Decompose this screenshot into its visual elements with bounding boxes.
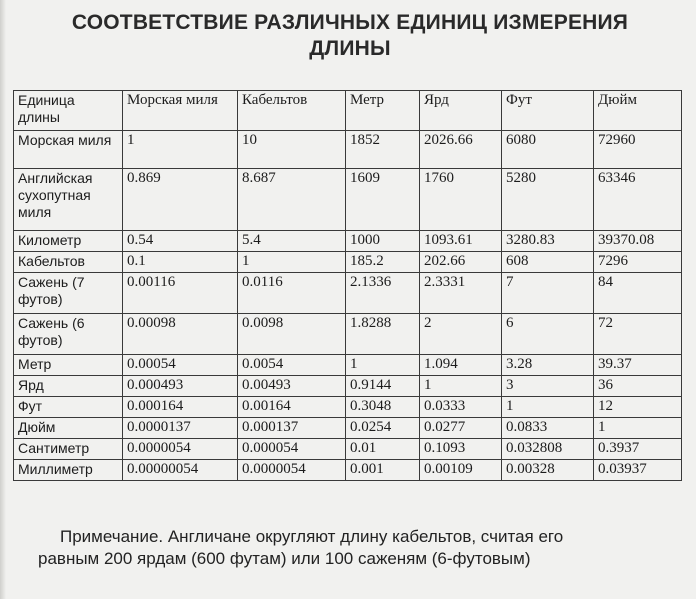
table-cell: 0.0098 [238,314,346,355]
table-cell: 0.00000054 [123,460,238,481]
row-unit-name: Дюйм [14,418,123,439]
table-cell: 1609 [346,169,420,231]
table-cell: 6 [502,314,594,355]
table-cell: 0.0054 [238,355,346,376]
table-cell: 1 [502,397,594,418]
column-header: Дюйм [594,91,682,131]
scan-edge-shadow [0,0,6,599]
table-cell: 1760 [420,169,502,231]
row-unit-name: Фут [14,397,123,418]
table-cell: 0.869 [123,169,238,231]
row-unit-name: Миллиметр [14,460,123,481]
table-cell: 0.01 [346,439,420,460]
table-cell: 202.66 [420,252,502,273]
table-cell: 2.1336 [346,273,420,314]
table-cell: 1000 [346,231,420,252]
table-cell: 0.000137 [238,418,346,439]
table-cell: 72960 [594,131,682,169]
table-cell: 1 [594,418,682,439]
table-cell: 36 [594,376,682,397]
table-cell: 5280 [502,169,594,231]
table-cell: 3.28 [502,355,594,376]
table-cell: 1.8288 [346,314,420,355]
row-unit-name: Ярд [14,376,123,397]
table-cell: 0.0833 [502,418,594,439]
row-unit-name: Километр [14,231,123,252]
column-header: Фут [502,91,594,131]
table-cell: 0.0000054 [123,439,238,460]
table-cell: 0.1 [123,252,238,273]
table-cell: 0.54 [123,231,238,252]
page-title-line-2: ДЛИНЫ [309,37,391,60]
table-cell: 0.1093 [420,439,502,460]
table-cell: 0.03937 [594,460,682,481]
table-cell: 0.0333 [420,397,502,418]
table-cell: 0.0277 [420,418,502,439]
row-unit-name: Сантиметр [14,439,123,460]
table-cell: 7296 [594,252,682,273]
row-unit-name: Кабельтов [14,252,123,273]
table-cell: 0.00054 [123,355,238,376]
table-cell: 0.00109 [420,460,502,481]
table-cell: 0.00164 [238,397,346,418]
table-body [14,131,682,481]
table-cell: 3280.83 [502,231,594,252]
column-header: Кабельтов [238,91,346,131]
table-cell: 0.000054 [238,439,346,460]
table-cell: 72 [594,314,682,355]
table-cell: 1 [123,131,238,169]
table-row [14,418,682,439]
table-row [14,460,682,481]
table-cell: 0.000493 [123,376,238,397]
table-row [14,314,682,355]
table-row [14,131,682,169]
row-unit-name: Метр [14,355,123,376]
table-cell: 0.0116 [238,273,346,314]
table-cell: 12 [594,397,682,418]
table-cell: 2026.66 [420,131,502,169]
table-cell: 0.032808 [502,439,594,460]
column-header: Ярд [420,91,502,131]
row-unit-name: Сажень (6 футов) [14,314,123,355]
table-cell: 1093.61 [420,231,502,252]
table-cell: 8.687 [238,169,346,231]
table-cell: 0.0000137 [123,418,238,439]
table-cell: 39370.08 [594,231,682,252]
table-cell: 1 [346,355,420,376]
table-cell: 2.3331 [420,273,502,314]
table-cell: 1 [420,376,502,397]
footnote [38,526,678,570]
table-cell: 63346 [594,169,682,231]
column-header: Метр [346,91,420,131]
row-unit-name: Морская миля [14,131,123,169]
table-cell: 0.9144 [346,376,420,397]
row-unit-name: Сажень (7 футов) [14,273,123,314]
table-cell: 0.000164 [123,397,238,418]
table-cell: 10 [238,131,346,169]
table-cell: 608 [502,252,594,273]
table-cell: 0.00098 [123,314,238,355]
table-cell: 0.00493 [238,376,346,397]
table-cell: 39.37 [594,355,682,376]
table-cell: 0.0254 [346,418,420,439]
footnote-line-1: Примечание. Англичане округляют длину кабельтов, считая его [60,527,564,546]
table-cell: 0.0000054 [238,460,346,481]
table-cell: 0.00116 [123,273,238,314]
table-row [14,439,682,460]
table-cell: 2 [420,314,502,355]
column-header: Морская миля [123,91,238,131]
page-title [30,10,670,62]
table-cell: 6080 [502,131,594,169]
table-row [14,273,682,314]
table-cell: 7 [502,273,594,314]
table-cell: 0.001 [346,460,420,481]
table-row [14,355,682,376]
table-cell: 84 [594,273,682,314]
column-header: Единица длины [14,91,123,131]
table-cell: 5.4 [238,231,346,252]
table-row [14,231,682,252]
table-cell: 0.3048 [346,397,420,418]
table-cell: 1.094 [420,355,502,376]
table-row [14,252,682,273]
table-cell: 3 [502,376,594,397]
table-cell: 0.00328 [502,460,594,481]
unit-conversion-table [13,90,682,481]
table-cell: 0.3937 [594,439,682,460]
table-row [14,169,682,231]
page-title-line-1: СООТВЕТСТВИЕ РАЗЛИЧНЫХ ЕДИНИЦ ИЗМЕРЕНИЯ [71,11,629,34]
table-header-row [14,91,682,131]
table-row [14,397,682,418]
table-cell: 185.2 [346,252,420,273]
row-unit-name: Английская сухопутная миля [14,169,123,231]
table-cell: 1852 [346,131,420,169]
footnote-line-2: равным 200 ярдам (600 футам) или 100 саженям (6-футовым) [38,549,531,568]
table-cell: 1 [238,252,346,273]
table-row [14,376,682,397]
